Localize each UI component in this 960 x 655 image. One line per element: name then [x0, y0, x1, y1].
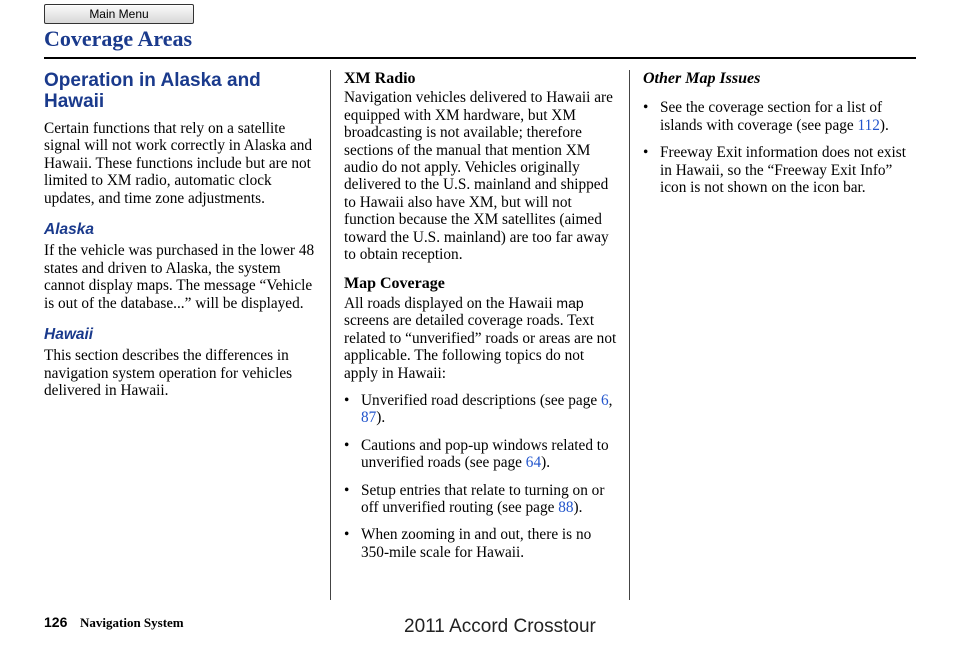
map-text-part-a: All roads displayed on the Hawaii: [344, 294, 557, 312]
bullet-end: ).: [573, 498, 583, 516]
bullet-text: Freeway Exit information does not exist in Hawaii, so the “Freeway Exit Info” icon is not shown on the icon bar.: [660, 144, 906, 197]
heading-xm-radio: XM Radio: [344, 70, 416, 87]
bullet-sep: ,: [608, 391, 613, 409]
subheading-alaska: Alaska: [44, 221, 94, 239]
page-number: 126: [44, 614, 68, 630]
hawaii-paragraph: This section describes the differences in navigation system operation for vehicles delivered in Hawaii.: [44, 347, 293, 400]
list-item: [643, 99, 919, 134]
column-left: [44, 70, 322, 410]
list-item: [643, 144, 919, 196]
page-link-6[interactable]: 6: [601, 391, 609, 409]
page-link-112[interactable]: 112: [857, 116, 880, 134]
page-title: Coverage Areas: [44, 26, 193, 51]
bullet-text: Setup entries that relate to turning on or off unverified routing (see page: [361, 481, 605, 516]
alaska-paragraph: If the vehicle was purchased in the lower 48 states and driven to Alaska, the system cannot display maps. The message “Vehicle is out of the database...” will be displayed.: [44, 242, 315, 312]
page-link-87[interactable]: 87: [361, 409, 377, 427]
bullet-text: See the coverage section for a list of islands with coverage (see page: [660, 99, 883, 134]
bullet-text: Cautions and pop-up windows related to unverified roads (see page: [361, 436, 609, 472]
column-divider-right: [629, 70, 630, 600]
subheading-hawaii: Hawaii: [44, 326, 94, 344]
section-heading-alaska-hawaii: Operation in Alaska and Hawaii: [44, 70, 261, 112]
main-menu-button[interactable]: Main Menu: [44, 4, 194, 24]
column-divider-left: [330, 70, 331, 600]
heading-other-map-issues: Other Map Issues: [643, 70, 761, 87]
bullet-end: ).: [376, 409, 386, 427]
column-right: [643, 70, 919, 206]
title-divider: [44, 57, 916, 59]
watermark: 2011 Accord Crosstour: [404, 616, 596, 637]
other-issues-list: [643, 99, 919, 196]
map-coverage-list: [344, 392, 620, 561]
xm-paragraph: Navigation vehicles delivered to Hawaii are equipped with XM hardware, but XM broadcasting is not available; therefore sections of the manual that mention XM audio do not apply. Vehicles originally delivered to the U.S. mainland and shipped to Hawaii also have XM, but will not function because the XM satellites (aimed toward the U.S. mainland) are too far away to obtain reception.: [344, 89, 613, 264]
bullet-text: When zooming in and out, there is no 350-mile scale for Hawaii.: [361, 526, 592, 561]
bullet-end: ).: [879, 116, 889, 134]
bullet-text: Unverified road descriptions (see page: [361, 391, 601, 409]
list-item: [344, 526, 620, 561]
page-link-64[interactable]: 64: [525, 454, 542, 472]
map-text-part-b: screens are detailed coverage roads. Text related to “unverified” roads or areas are not applicable. The following topics do not apply in Hawaii:: [344, 312, 617, 382]
footer-label: Navigation System: [80, 615, 184, 630]
heading-map-coverage: Map Coverage: [344, 275, 445, 293]
list-item: [344, 437, 620, 472]
map-coverage-paragraph: [344, 295, 620, 382]
list-item: [344, 482, 620, 517]
page-link-88[interactable]: 88: [558, 498, 574, 516]
bullet-end: ).: [541, 454, 551, 472]
map-text-word: map: [556, 294, 584, 311]
intro-paragraph: Certain functions that rely on a satellite signal will not work correctly in Alaska and Hawaii. These functions include but are not limited to XM radio, automatic clock updates, and time zone adjustments.: [44, 120, 313, 207]
list-item: [344, 392, 620, 427]
column-middle: [344, 70, 620, 571]
